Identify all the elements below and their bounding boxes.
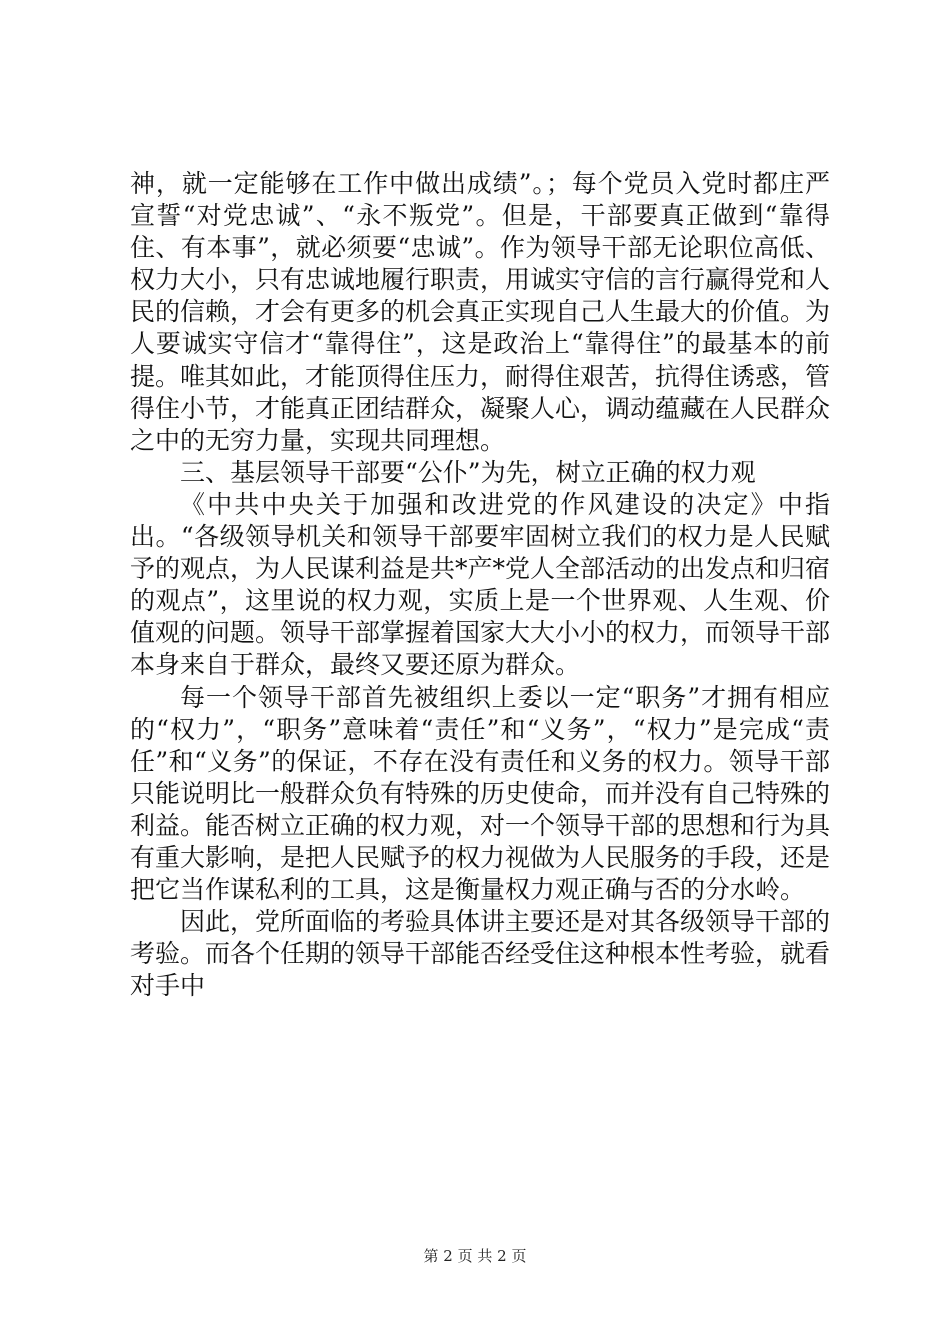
paragraph-4: 因此，党所面临的考验具体讲主要还是对其各级领导干部的考验。而各个任期的领导干部能否经受住这种根本性考验，就看对手中 xyxy=(130,907,831,1001)
paragraph-1: 神，就一定能够在工作中做出成绩”。；每个党员入党时都庄严宣誓“对党忠诚”、“永不叛党”。但是，干部要真正做到“靠得住、有本事”，就必须要“忠诚”。作为领导干部无论职位高低、权力大小，只有忠诚地履行职责，用诚实守信的言行赢得党和人民的信赖，才会有更多的机会真正实现自己人生最大的价值。为人要诚实守信才“靠得住”，这是政治上“靠得住”的最基本的前提。唯其如此，才能顶得住压力，耐得住艰苦，抗得住诱惑，管得住小节，才能真正团结群众，凝聚人心，调动蕴藏在人民群众之中的无穷力量，实现共同理想。 xyxy=(130,169,831,455)
page-footer: 第 2 页 共 2 页 xyxy=(423,1247,527,1265)
section-heading: 三、基层领导干部要“公仆”为先，树立正确的权力观 xyxy=(180,457,756,487)
paragraph-3: 每一个领导干部首先被组织上委以一定“职务”才拥有相应的“权力”，“职务”意味着“责任”和“义务”，“权力”是完成“责任”和“义务”的保证，不存在没有责任和义务的权力。领导干部只能说明比一般群众负有特殊的历史使命，而并没有自己特殊的利益。能否树立正确的权力观，对一个领导干部的思想和行为具有重大影响，是把人民赋予的权力视做为人民服务的手段，还是把它当作谋私利的工具，这是衡量权力观正确与否的分水岭。 xyxy=(130,682,831,905)
document-body xyxy=(130,168,830,1002)
paragraph-2: 《中共中央关于加强和改进党的作风建设的决定》中指出。“各级领导机关和领导干部要牢固树立我们的权力是人民赋予的观点，为人民谋利益是共*产*党人全部活动的出发点和归宿的观点”，这里说的权力观，实质上是一个世界观、人生观、价值观的问题。领导干部掌握着国家大大小小的权力，而领导干部本身来自于群众，最终又要还原为群众。 xyxy=(130,489,831,680)
